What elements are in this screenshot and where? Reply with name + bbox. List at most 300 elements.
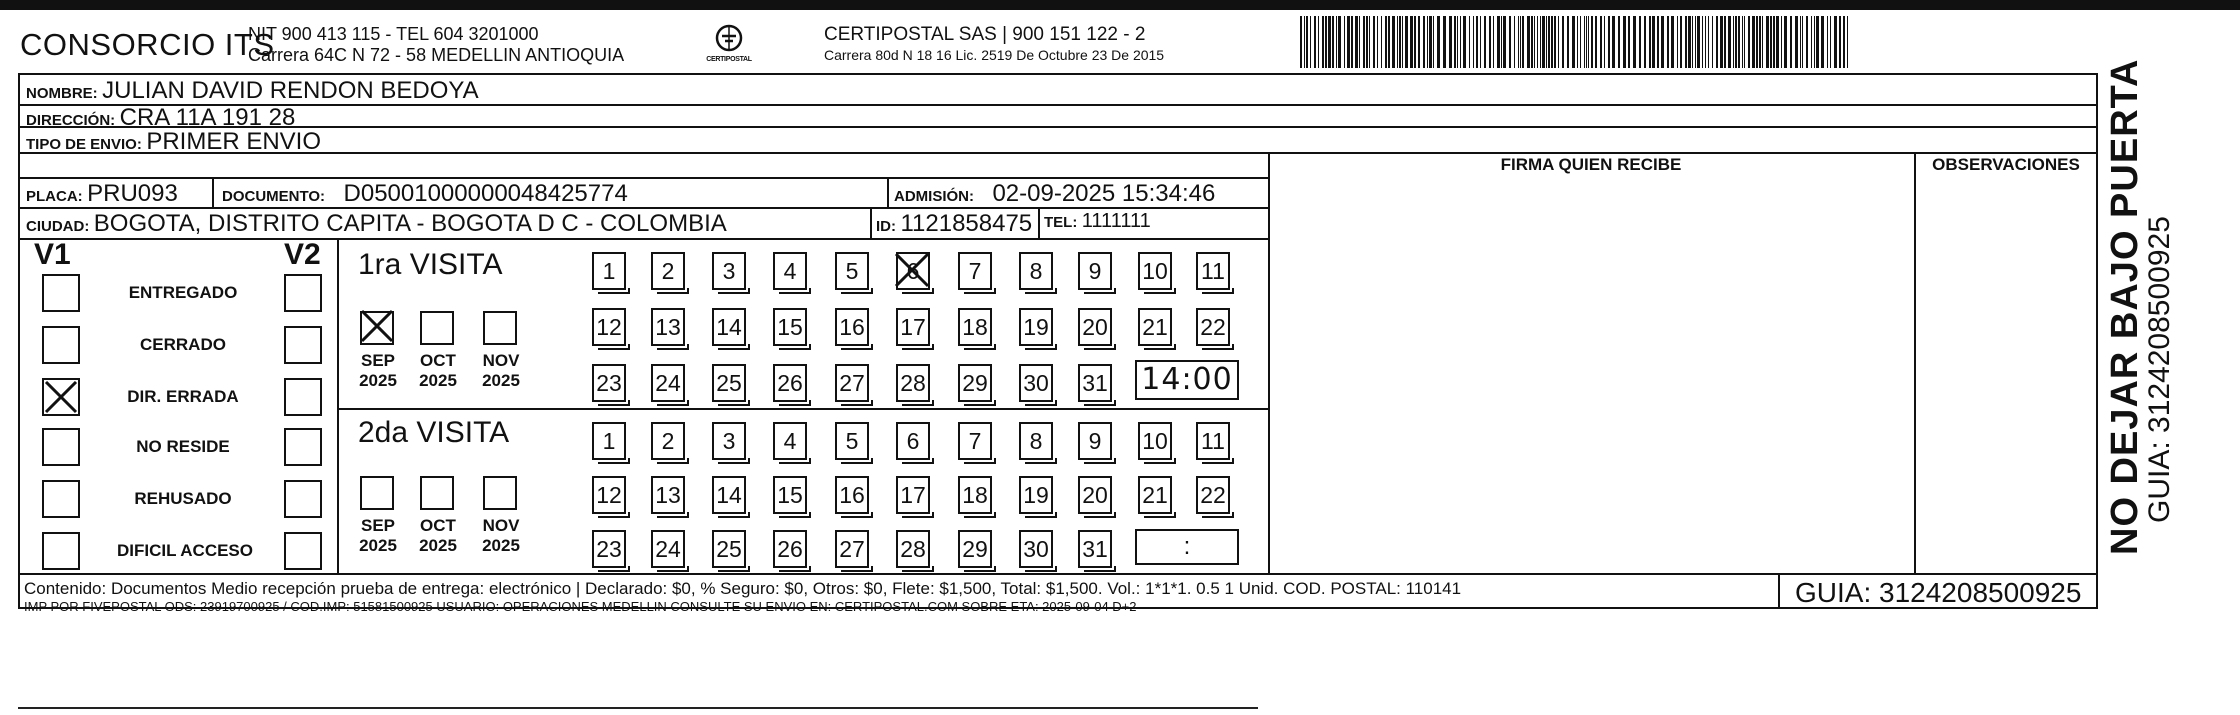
ciudad-row (26, 210, 727, 238)
month-year: 2025 (482, 371, 520, 390)
visit2-title: 2da VISITA (358, 416, 510, 449)
month-checkbox[interactable] (420, 311, 454, 345)
barcode-bar (1551, 16, 1553, 68)
barcode-bar (1781, 16, 1782, 68)
day-box[interactable]: 20 (1078, 308, 1112, 346)
barcode-bar (1322, 16, 1324, 68)
footer-imp-line: IMP POR FIVEPOSTAL ODS: 23919700925 / COD.IMP: 51581500925 USUARIO: OPERACIONES MEDELLIN CONSULTE SU ENVIO EN: CERTIPOSTAL.COM SOBRE ETA: 2025-09-04 D+2 (24, 599, 1137, 614)
barcode-bar (1520, 16, 1521, 68)
status-label: ENTREGADO (128, 283, 238, 302)
direccion-value: CRA 11A 191 28 (119, 104, 296, 131)
day-box[interactable]: 21 (1138, 308, 1172, 346)
barcode-bar (1484, 16, 1486, 68)
barcode-bar (1618, 16, 1620, 68)
day-box[interactable]: 16 (835, 476, 869, 514)
day-box[interactable]: 29 (958, 530, 992, 568)
admision-value: 02-09-2025 15:34:46 (992, 180, 1216, 207)
barcode-bar (1443, 16, 1446, 68)
id-value: 1121858475 (900, 210, 1033, 237)
barcode-bar (1639, 16, 1641, 68)
barcode-bar (1392, 16, 1395, 68)
placa-label: PLACA: (26, 188, 83, 205)
barcode-bar (1577, 16, 1578, 68)
barcode-bar (1802, 16, 1803, 68)
barcode-bar (1399, 16, 1401, 68)
v2-checkbox[interactable] (284, 378, 322, 416)
barcode-bar (1652, 16, 1655, 68)
barcode-bar (1489, 16, 1491, 68)
day-box[interactable]: 2 (651, 422, 685, 460)
direccion-label: DIRECCIÓN: (26, 112, 116, 129)
barcode-bar (1702, 16, 1703, 68)
barcode-bar (1633, 16, 1636, 68)
company-address-line: Carrera 64C N 72 - 58 MEDELLIN ANTIOQUIA (248, 45, 625, 65)
barcode-bar (1784, 16, 1787, 68)
barcode-bar (1588, 16, 1589, 68)
company-info (248, 24, 624, 66)
v2-checkbox[interactable] (284, 428, 322, 466)
month-label: OCT (420, 351, 456, 370)
barcode-bar (1369, 16, 1370, 68)
company-nit-line: NIT 900 413 115 - TEL 604 3201000 (248, 24, 539, 44)
barcode-bar (1351, 16, 1353, 68)
day-box[interactable]: 22 (1196, 476, 1230, 514)
month-label: NOV (482, 351, 520, 370)
v1-header: V1 (34, 238, 71, 271)
month-checkbox[interactable] (483, 476, 517, 510)
month-label: NOV (482, 516, 520, 535)
barcode-bar (1429, 16, 1432, 68)
barcode-bar (1493, 16, 1494, 68)
ciudad-value: BOGOTA, DISTRITO CAPITA - BOGOTA D C - COLOMBIA (93, 210, 727, 237)
ciudad-label: CIUDAD: (26, 218, 90, 235)
barcode-bar (1300, 16, 1302, 68)
barcode-bar (1567, 16, 1569, 68)
day-box[interactable]: 8 (1019, 422, 1053, 460)
day-box[interactable]: 21 (1138, 476, 1172, 514)
day-box[interactable]: 1 (592, 252, 626, 290)
placa-value: PRU093 (87, 180, 178, 207)
status-label: DIR. ERRADA (127, 387, 239, 406)
barcode-bar (1735, 16, 1737, 68)
day-box[interactable]: 9 (1078, 252, 1112, 290)
barcode-bar (1766, 16, 1769, 68)
barcode-bar (1437, 16, 1440, 68)
barcode-bar (1677, 16, 1678, 68)
barcode-bar (1469, 16, 1470, 68)
barcode-bar (1695, 16, 1696, 68)
barcode-bar (1821, 16, 1824, 68)
barcode-bar (1377, 16, 1378, 68)
barcode-bar (1572, 16, 1575, 68)
barcode-bar (1806, 16, 1808, 68)
barcode-bar (1580, 16, 1581, 68)
documento-row (222, 180, 628, 208)
day-box[interactable]: 20 (1078, 476, 1112, 514)
barcode-bar (1548, 16, 1550, 68)
month-year: 2025 (419, 536, 457, 555)
barcode (1300, 16, 1850, 68)
barcode-bar (1463, 16, 1466, 68)
month-checkbox[interactable] (360, 476, 394, 510)
day-box[interactable]: 14 (712, 308, 746, 346)
barcode-bar (1843, 16, 1845, 68)
barcode-bar (1814, 16, 1815, 68)
barcode-bar (1680, 16, 1682, 68)
barcode-bar (1667, 16, 1669, 68)
barcode-bar (1612, 16, 1615, 68)
barcode-bar (1811, 16, 1812, 68)
visit1-time[interactable]: 14:00 (1135, 360, 1239, 400)
barcode-bar (1748, 16, 1750, 68)
v1-checkbox[interactable] (42, 532, 80, 570)
day-box[interactable]: 2 (651, 252, 685, 290)
barcode-bar (1381, 16, 1382, 68)
barcode-bar (1738, 16, 1740, 68)
barcode-bar (1405, 16, 1408, 68)
barcode-bar (1628, 16, 1630, 68)
barcode-bar (1644, 16, 1646, 68)
day-box[interactable]: 3 (712, 252, 746, 290)
barcode-bar (1497, 16, 1500, 68)
barcode-bar (1688, 16, 1691, 68)
barcode-bar (1816, 16, 1819, 68)
observaciones-header: OBSERVACIONES (1932, 155, 2080, 174)
day-box[interactable]: 6 (896, 252, 930, 290)
barcode-bar (1542, 16, 1545, 68)
month-checkbox[interactable] (420, 476, 454, 510)
barcode-bar (1418, 16, 1420, 68)
day-box[interactable]: 28 (896, 530, 930, 568)
barcode-bar (1661, 16, 1664, 68)
rule (1914, 152, 1916, 573)
barcode-bar (1827, 16, 1828, 68)
nombre-value: JULIAN DAVID RENDON BEDOYA (102, 77, 479, 104)
barcode-bar (1336, 16, 1337, 68)
barcode-bar (1595, 16, 1597, 68)
barcode-bar (1657, 16, 1659, 68)
id-row (876, 210, 1032, 238)
rule (1778, 573, 1780, 609)
rule (18, 126, 2098, 128)
barcode-bar (1518, 16, 1519, 68)
barcode-bar (1562, 16, 1564, 68)
day-box[interactable]: 26 (773, 530, 807, 568)
nombre-row (26, 77, 479, 105)
day-box[interactable]: 1 (592, 422, 626, 460)
day-box[interactable]: 7 (958, 422, 992, 460)
visit2-time[interactable]: : (1135, 529, 1239, 565)
barcode-bar (1728, 16, 1731, 68)
barcode-bar (1770, 16, 1772, 68)
barcode-bar (1608, 16, 1610, 68)
rule (1038, 207, 1040, 238)
barcode-bar (1692, 16, 1693, 68)
rule (18, 152, 2098, 154)
day-box[interactable]: 4 (773, 252, 807, 290)
barcode-bar (1373, 16, 1375, 68)
cut-line (18, 707, 1258, 709)
barcode-bar (1310, 16, 1311, 68)
barcode-bar (1756, 16, 1758, 68)
day-box[interactable]: 11 (1196, 422, 1230, 460)
day-box[interactable]: 28 (896, 364, 930, 402)
barcode-bar (1540, 16, 1541, 68)
barcode-bar (1385, 16, 1387, 68)
barcode-bar (1716, 16, 1718, 68)
day-box[interactable]: 14 (712, 476, 746, 514)
day-box[interactable]: 9 (1078, 422, 1112, 460)
barcode-bar (1847, 16, 1848, 68)
day-box[interactable]: 24 (651, 530, 685, 568)
barcode-bar (1591, 16, 1593, 68)
barcode-bar (1724, 16, 1726, 68)
barcode-bar (1514, 16, 1515, 68)
barcode-bar (1554, 16, 1556, 68)
barcode-bar (1449, 16, 1452, 68)
day-box[interactable]: 30 (1019, 364, 1053, 402)
barcode-bar (1388, 16, 1390, 68)
barcode-bar (1671, 16, 1674, 68)
visit1-title: 1ra VISITA (358, 248, 503, 281)
barcode-bar (1328, 16, 1331, 68)
day-box[interactable]: 30 (1019, 530, 1053, 568)
day-box[interactable]: 19 (1019, 308, 1053, 346)
footer-guia: GUIA: 3124208500925 (1795, 577, 2082, 608)
logo-caption: CERTIPOSTAL (706, 56, 752, 63)
carrier-info (824, 24, 1164, 66)
barcode-bar (1834, 16, 1837, 68)
barcode-bar (1454, 16, 1456, 68)
documento-label: DOCUMENTO: (222, 188, 326, 205)
barcode-bar (1480, 16, 1481, 68)
placa-row (26, 180, 178, 208)
barcode-bar (1600, 16, 1602, 68)
side-warning: NO DEJAR BAJO PUERTA (2104, 58, 2146, 555)
barcode-bar (1762, 16, 1763, 68)
day-box[interactable]: 10 (1138, 252, 1172, 290)
barcode-bar (1427, 16, 1428, 68)
rule (18, 238, 1268, 240)
tipo-label: TIPO DE ENVIO: (26, 136, 142, 153)
day-box[interactable]: 15 (773, 308, 807, 346)
v2-header: V2 (284, 238, 321, 271)
barcode-bar (1586, 16, 1587, 68)
day-box[interactable]: 12 (592, 476, 626, 514)
day-box[interactable]: 3 (712, 422, 746, 460)
barcode-bar (1503, 16, 1506, 68)
barcode-bar (1366, 16, 1368, 68)
rule (18, 573, 2098, 575)
barcode-bar (1531, 16, 1533, 68)
barcode-bar (1744, 16, 1745, 68)
barcode-bar (1604, 16, 1605, 68)
v1-checkbox[interactable] (42, 326, 80, 364)
day-box[interactable]: 10 (1138, 422, 1172, 460)
barcode-bar (1314, 16, 1316, 68)
day-box[interactable]: 13 (651, 476, 685, 514)
barcode-bar (1318, 16, 1319, 68)
barcode-bar (1708, 16, 1709, 68)
day-box[interactable]: 23 (592, 530, 626, 568)
v1-checkbox[interactable] (42, 274, 80, 312)
rule (870, 207, 872, 238)
rule (1268, 152, 1270, 573)
barcode-bar (1402, 16, 1403, 68)
v2-checkbox[interactable] (284, 274, 322, 312)
barcode-bar (1410, 16, 1413, 68)
v1-checkbox[interactable] (42, 480, 80, 518)
barcode-bar (1332, 16, 1334, 68)
rule (887, 177, 889, 207)
day-box[interactable]: 22 (1196, 308, 1230, 346)
barcode-bar (1460, 16, 1461, 68)
day-box[interactable]: 4 (773, 422, 807, 460)
side-guia: GUIA: 3124208500925 (2143, 216, 2176, 523)
barcode-bar (1839, 16, 1841, 68)
barcode-bar (1705, 16, 1706, 68)
barcode-bar (1473, 16, 1474, 68)
barcode-bar (1359, 16, 1360, 68)
company-name: CONSORCIO ITS (20, 27, 275, 62)
barcode-bar (1558, 16, 1559, 68)
day-box[interactable]: 31 (1078, 364, 1112, 402)
day-box[interactable]: 19 (1019, 476, 1053, 514)
day-box[interactable]: 25 (712, 530, 746, 568)
day-box[interactable]: 12 (592, 308, 626, 346)
month-label: OCT (420, 516, 456, 535)
certipostal-logo (705, 22, 753, 66)
carrier-address: Carrera 80d N 18 16 Lic. 2519 De Octubre 23 De 2015 (824, 47, 1165, 63)
barcode-bar (1414, 16, 1416, 68)
tel-value: 1111111 (1081, 210, 1151, 232)
day-box[interactable]: 7 (958, 252, 992, 290)
day-box[interactable]: 6 (896, 422, 930, 460)
tel-row (1044, 210, 1151, 233)
barcode-bar (1790, 16, 1792, 68)
day-box[interactable]: 29 (958, 364, 992, 402)
barcode-bar (1457, 16, 1458, 68)
carrier-line: CERTIPOSTAL SAS | 900 151 122 - 2 (824, 24, 1146, 45)
month-checkbox[interactable] (360, 311, 394, 345)
v2-checkbox[interactable] (284, 532, 322, 570)
barcode-bar (1433, 16, 1434, 68)
tipo-value: PRIMER ENVIO (146, 128, 322, 155)
barcode-bar (1546, 16, 1547, 68)
day-box[interactable]: 25 (712, 364, 746, 402)
status-label: REHUSADO (134, 489, 232, 508)
side-text (2104, 59, 2177, 555)
day-box[interactable]: 26 (773, 364, 807, 402)
barcode-bar (1304, 16, 1305, 68)
day-box[interactable]: 8 (1019, 252, 1053, 290)
day-box[interactable]: 17 (896, 476, 930, 514)
footer-content-line: Contenido: Documentos Medio recepción prueba de entrega: electrónico | Declarado: $0, % Seguro: $0, Otros: $0, Flete: $1,500, Total: $1,500. Vol.: 1*1*1. 0.5 1 Unid. COD. POSTAL: 110141 (24, 579, 1462, 598)
barcode-bar (1347, 16, 1350, 68)
rule (337, 238, 339, 573)
day-box[interactable]: 24 (651, 364, 685, 402)
day-box[interactable]: 27 (835, 364, 869, 402)
day-box[interactable]: 5 (835, 252, 869, 290)
barcode-bar (1742, 16, 1743, 68)
day-box[interactable]: 13 (651, 308, 685, 346)
firma-header: FIRMA QUIEN RECIBE (1500, 155, 1682, 174)
barcode-bar (1800, 16, 1801, 68)
barcode-bar (1325, 16, 1327, 68)
barcode-bar (1830, 16, 1831, 68)
tel-label: TEL: (1044, 214, 1078, 231)
v1-checkbox[interactable] (42, 428, 80, 466)
month-label: SEP (360, 516, 396, 535)
day-box[interactable]: 23 (592, 364, 626, 402)
month-year: 2025 (359, 536, 397, 555)
v2-checkbox[interactable] (284, 326, 322, 364)
barcode-bar (1795, 16, 1798, 68)
barcode-bar (1776, 16, 1779, 68)
day-box[interactable]: 17 (896, 308, 930, 346)
status-label: NO RESIDE (136, 437, 230, 456)
day-box[interactable]: 27 (835, 530, 869, 568)
rule (337, 408, 1268, 410)
day-box[interactable]: 31 (1078, 530, 1112, 568)
tipo-row (26, 128, 321, 156)
barcode-bar (1476, 16, 1478, 68)
day-box[interactable]: 5 (835, 422, 869, 460)
month-label: SEP (360, 351, 396, 370)
barcode-bar (1338, 16, 1341, 68)
barcode-bar (1697, 16, 1700, 68)
id-label: ID: (876, 218, 896, 235)
top-border-bar (0, 0, 2240, 10)
day-box[interactable]: 16 (835, 308, 869, 346)
month-year: 2025 (482, 536, 520, 555)
barcode-bar (1534, 16, 1535, 68)
barcode-bar (1527, 16, 1530, 68)
day-box[interactable]: 11 (1196, 252, 1230, 290)
barcode-bar (1773, 16, 1775, 68)
documento-value: D05001000000048425774 (343, 180, 628, 207)
v2-checkbox[interactable] (284, 480, 322, 518)
v1-checkbox[interactable] (42, 378, 80, 416)
admision-label: ADMISIÓN: (894, 188, 974, 205)
day-box[interactable]: 15 (773, 476, 807, 514)
barcode-bar (1509, 16, 1511, 68)
barcode-bar (1344, 16, 1345, 68)
barcode-bar (1537, 16, 1538, 68)
barcode-bar (1623, 16, 1626, 68)
barcode-bar (1584, 16, 1585, 68)
day-box[interactable]: 18 (958, 308, 992, 346)
nombre-label: NOMBRE: (26, 85, 98, 102)
day-box[interactable]: 18 (958, 476, 992, 514)
barcode-bar (1306, 16, 1308, 68)
barcode-bar (1720, 16, 1723, 68)
barcode-bar (1397, 16, 1398, 68)
barcode-bar (1423, 16, 1425, 68)
rule (212, 177, 214, 207)
barcode-bar (1649, 16, 1651, 68)
month-year: 2025 (359, 371, 397, 390)
barcode-bar (1355, 16, 1358, 68)
barcode-bar (1733, 16, 1734, 68)
barcode-bar (1712, 16, 1713, 68)
admision-row (894, 180, 1215, 208)
barcode-bar (1501, 16, 1502, 68)
barcode-bar (1759, 16, 1761, 68)
status-label: CERRADO (140, 335, 226, 354)
month-checkbox[interactable] (483, 311, 517, 345)
barcode-bar (1363, 16, 1365, 68)
